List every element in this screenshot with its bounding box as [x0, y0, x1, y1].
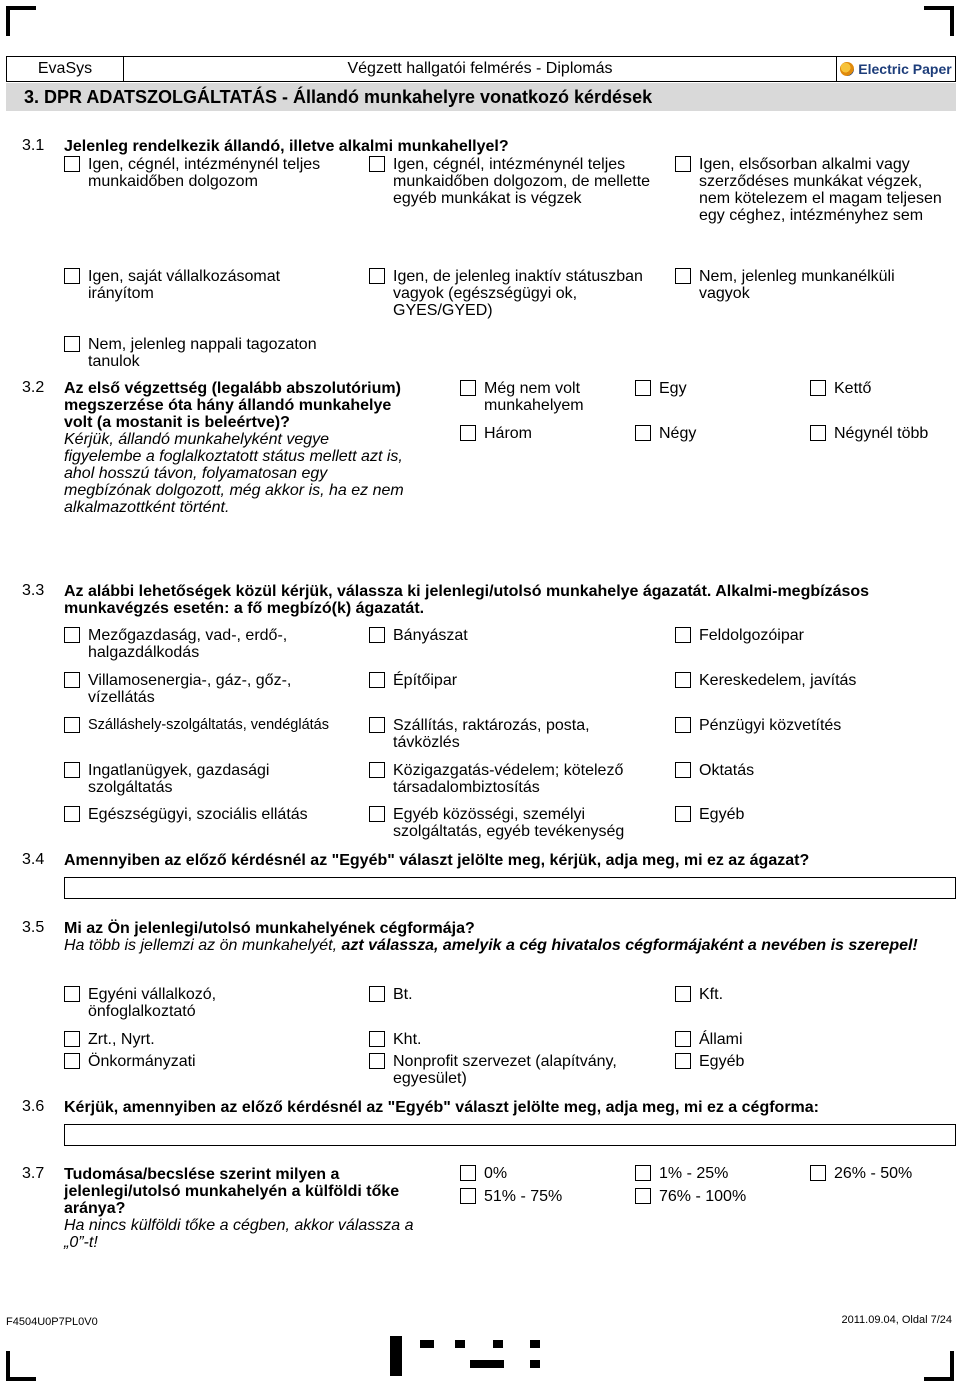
- checkbox[interactable]: [460, 1165, 476, 1181]
- q3-3-option[interactable]: Szállítás, raktározás, posta, távközlés: [369, 717, 659, 751]
- q3-7-option[interactable]: 26% - 50%: [810, 1165, 955, 1182]
- corner-mark-bottom-left: [6, 1351, 36, 1381]
- q3-3-option[interactable]: Szálláshely-szolgáltatás, vendéglátás: [64, 717, 364, 734]
- q3-5-option[interactable]: Bt.: [369, 986, 659, 1003]
- q3-2-number: 3.2: [22, 379, 45, 396]
- checkbox[interactable]: [369, 627, 385, 643]
- q3-3-option[interactable]: Építőipar: [369, 672, 659, 689]
- checkbox[interactable]: [460, 380, 476, 396]
- checkbox[interactable]: [369, 1031, 385, 1047]
- q3-3-question: Az alábbi lehetőségek közül kérjük, válassza ki jelenlegi/utolsó munkahelye ágazatát. Alkalmi-megbízásos munkavégzés esetén: a fő megbízó(k) ágazatát.: [64, 583, 870, 617]
- checkbox[interactable]: [675, 762, 691, 778]
- q3-7-option[interactable]: 51% - 75%: [460, 1188, 625, 1205]
- q3-2-question: Az első végzettség (legalább abszolutórium) megszerzése óta hány állandó munkahelye volt (a mostanit is beleértve)?: [64, 380, 401, 431]
- q3-5-option[interactable]: Önkormányzati: [64, 1053, 354, 1070]
- checkbox[interactable]: [675, 986, 691, 1002]
- checkbox[interactable]: [64, 156, 80, 172]
- q3-2-question-block: [64, 380, 409, 516]
- q3-2-option[interactable]: Négy: [635, 425, 800, 442]
- checkbox[interactable]: [64, 986, 80, 1002]
- form-code: F4504U0P7PL0V0: [6, 1316, 98, 1328]
- q3-2-option[interactable]: Egy: [635, 380, 800, 397]
- checkbox[interactable]: [810, 380, 826, 396]
- q3-5-option[interactable]: Zrt., Nyrt.: [64, 1031, 354, 1048]
- checkbox[interactable]: [369, 672, 385, 688]
- checkbox[interactable]: [810, 1165, 826, 1181]
- q3-1-option[interactable]: Nem, jelenleg munkanélküli vagyok: [675, 268, 950, 302]
- checkbox[interactable]: [675, 806, 691, 822]
- brand-name: Electric Paper: [858, 61, 952, 77]
- q3-5-option[interactable]: Állami: [675, 1031, 950, 1048]
- corner-mark-top-right: [924, 6, 954, 36]
- q3-5-note: Ha több is jellemzi az ön munkahelyét, azt válassza, amelyik a cég hivatalos cégformájaként a nevében is szerepel!: [64, 937, 918, 954]
- checkbox[interactable]: [460, 425, 476, 441]
- checkbox[interactable]: [369, 762, 385, 778]
- q3-3-option[interactable]: Egészségügyi, szociális ellátás: [64, 806, 364, 823]
- q3-3-option[interactable]: Kereskedelem, javítás: [675, 672, 950, 689]
- q3-5-option[interactable]: Kht.: [369, 1031, 659, 1048]
- q3-2-note: Kérjük, állandó munkahelyként vegye figyelembe a foglalkoztatott státus mellett azt is, ahol hosszú távon, folyamatosan egy megbízónak dolgozott, még akkor is, ha ez nem alkalmazottként történt.: [64, 431, 404, 516]
- checkbox[interactable]: [675, 268, 691, 284]
- survey-title: Végzett hallgatói felmérés - Diplomás: [123, 57, 837, 81]
- form-header: [6, 56, 956, 82]
- checkbox[interactable]: [64, 268, 80, 284]
- q3-3-option[interactable]: Bányászat: [369, 627, 659, 644]
- page-info: 2011.09.04, Oldal 7/24: [841, 1314, 952, 1326]
- q3-7-option[interactable]: 1% - 25%: [635, 1165, 800, 1182]
- checkbox[interactable]: [64, 1031, 80, 1047]
- q3-2-option[interactable]: Három: [460, 425, 625, 442]
- checkbox[interactable]: [369, 156, 385, 172]
- q3-6-question: Kérjük, amennyiben az előző kérdésnél az "Egyéb" választ jelölte meg, adja meg, mi ez a cégforma:: [64, 1099, 819, 1116]
- q3-3-option[interactable]: Pénzügyi közvetítés: [675, 717, 950, 734]
- checkbox[interactable]: [810, 425, 826, 441]
- checkbox[interactable]: [369, 806, 385, 822]
- q3-3-option[interactable]: Egyéb közösségi, személyi szolgáltatás, egyéb tevékenység: [369, 806, 659, 840]
- q3-5-number: 3.5: [22, 919, 45, 936]
- checkbox[interactable]: [675, 1053, 691, 1069]
- q3-5-question: Mi az Ön jelenlegi/utolsó munkahelyének cégformája?: [64, 920, 475, 937]
- q3-7-option[interactable]: 0%: [460, 1165, 625, 1182]
- q3-5-option[interactable]: Kft.: [675, 986, 950, 1003]
- section-title: 3. DPR ADATSZOLGÁLTATÁS - Állandó munkahelyre vonatkozó kérdések: [6, 83, 956, 111]
- q3-3-number: 3.3: [22, 582, 45, 599]
- q3-3-option[interactable]: Egyéb: [675, 806, 950, 823]
- checkbox[interactable]: [635, 1165, 651, 1181]
- q3-1-option[interactable]: Igen, de jelenleg inaktív státuszban vagyok (egészségügyi ok, GYES/GYED): [369, 268, 659, 319]
- checkbox[interactable]: [675, 672, 691, 688]
- checkbox[interactable]: [369, 986, 385, 1002]
- checkbox[interactable]: [369, 717, 385, 733]
- q3-4-text-field[interactable]: [64, 877, 956, 899]
- checkbox[interactable]: [675, 156, 691, 172]
- checkbox[interactable]: [64, 672, 80, 688]
- checkbox[interactable]: [635, 425, 651, 441]
- corner-mark-bottom-right: [924, 1351, 954, 1381]
- q3-5-option[interactable]: Nonprofit szervezet (alapítvány, egyesület): [369, 1053, 659, 1087]
- q3-7-option[interactable]: 76% - 100%: [635, 1188, 800, 1205]
- checkbox[interactable]: [64, 1053, 80, 1069]
- q3-2-option[interactable]: Négynél több: [810, 425, 955, 442]
- checkbox[interactable]: [64, 627, 80, 643]
- checkbox[interactable]: [675, 717, 691, 733]
- checkbox[interactable]: [64, 717, 80, 733]
- checkbox[interactable]: [64, 762, 80, 778]
- q3-1-option[interactable]: Igen, cégnél, intézménynél teljes munkaidőben dolgozom, de mellette egyéb munkákat is végzek: [369, 156, 659, 207]
- q3-6-text-field[interactable]: [64, 1124, 956, 1146]
- q3-3-option[interactable]: Villamosenergia-, gáz-, gőz-, vízellátás: [64, 672, 354, 706]
- checkbox[interactable]: [369, 268, 385, 284]
- q3-7-number: 3.7: [22, 1165, 45, 1182]
- q3-4-number: 3.4: [22, 851, 45, 868]
- app-name: EvaSys: [37, 60, 93, 77]
- q3-4-question: Amennyiben az előző kérdésnél az "Egyéb" választ jelölte meg, kérjük, adja meg, mi ez az ágazat?: [64, 852, 810, 869]
- q3-5-note-emphasis: azt válassza, amelyik a cég hivatalos cégformájaként a nevében is szerepel!: [341, 937, 918, 954]
- q3-1-option[interactable]: Igen, cégnél, intézménynél teljes munkaidőben dolgozom: [64, 156, 354, 190]
- corner-mark-top-left: [6, 6, 36, 36]
- checkbox[interactable]: [635, 1188, 651, 1204]
- q3-3-option[interactable]: Mezőgazdaság, vad-, erdő-, halgazdálkodás: [64, 627, 354, 661]
- q3-1-option[interactable]: Igen, saját vállalkozásomat irányítom: [64, 268, 354, 302]
- q3-1-number: 3.1: [22, 137, 45, 154]
- q3-5-option[interactable]: Egyéb: [675, 1053, 950, 1070]
- q3-5-option[interactable]: Egyéni vállalkozó, önfoglalkoztató: [64, 986, 354, 1020]
- q3-7-question-block: [64, 1166, 434, 1251]
- checkbox[interactable]: [635, 380, 651, 396]
- checkbox[interactable]: [675, 1031, 691, 1047]
- q3-5-question-block: [64, 920, 944, 954]
- checkbox[interactable]: [675, 627, 691, 643]
- q3-3-option[interactable]: Oktatás: [675, 762, 950, 779]
- q3-2-option[interactable]: Kettő: [810, 380, 955, 397]
- electric-paper-logo-icon: [840, 62, 854, 76]
- brand-logo: [837, 61, 955, 77]
- q3-2-option[interactable]: Még nem volt munkahelyem: [460, 380, 625, 414]
- q3-3-option[interactable]: Közigazgatás-védelem; kötelező társadalombiztosítás: [369, 762, 659, 796]
- q3-1-question: Jelenleg rendelkezik állandó, illetve alkalmi munkahellyel?: [64, 138, 509, 155]
- q3-6-number: 3.6: [22, 1098, 45, 1115]
- checkbox[interactable]: [64, 336, 80, 352]
- checkbox[interactable]: [64, 806, 80, 822]
- q3-3-option[interactable]: Feldolgozóipar: [675, 627, 950, 644]
- q3-1-option[interactable]: Igen, elsősorban alkalmi vagy szerződéses munkákat végzek, nem kötelezem el magam teljesen egy céghez, intézményhez sem: [675, 156, 950, 224]
- q3-7-note: Ha nincs külföldi tőke a cégben, akkor válassza a „0”-t!: [64, 1217, 414, 1251]
- checkbox[interactable]: [460, 1188, 476, 1204]
- checkbox[interactable]: [369, 1053, 385, 1069]
- q3-7-question: Tudomása/becslése szerint milyen a jelenlegi/utolsó munkahelyén a külföldi tőke aránya?: [64, 1166, 400, 1217]
- q3-1-option[interactable]: Nem, jelenleg nappali tagozaton tanulok: [64, 336, 354, 370]
- q3-3-option[interactable]: Ingatlanügyek, gazdasági szolgáltatás: [64, 762, 354, 796]
